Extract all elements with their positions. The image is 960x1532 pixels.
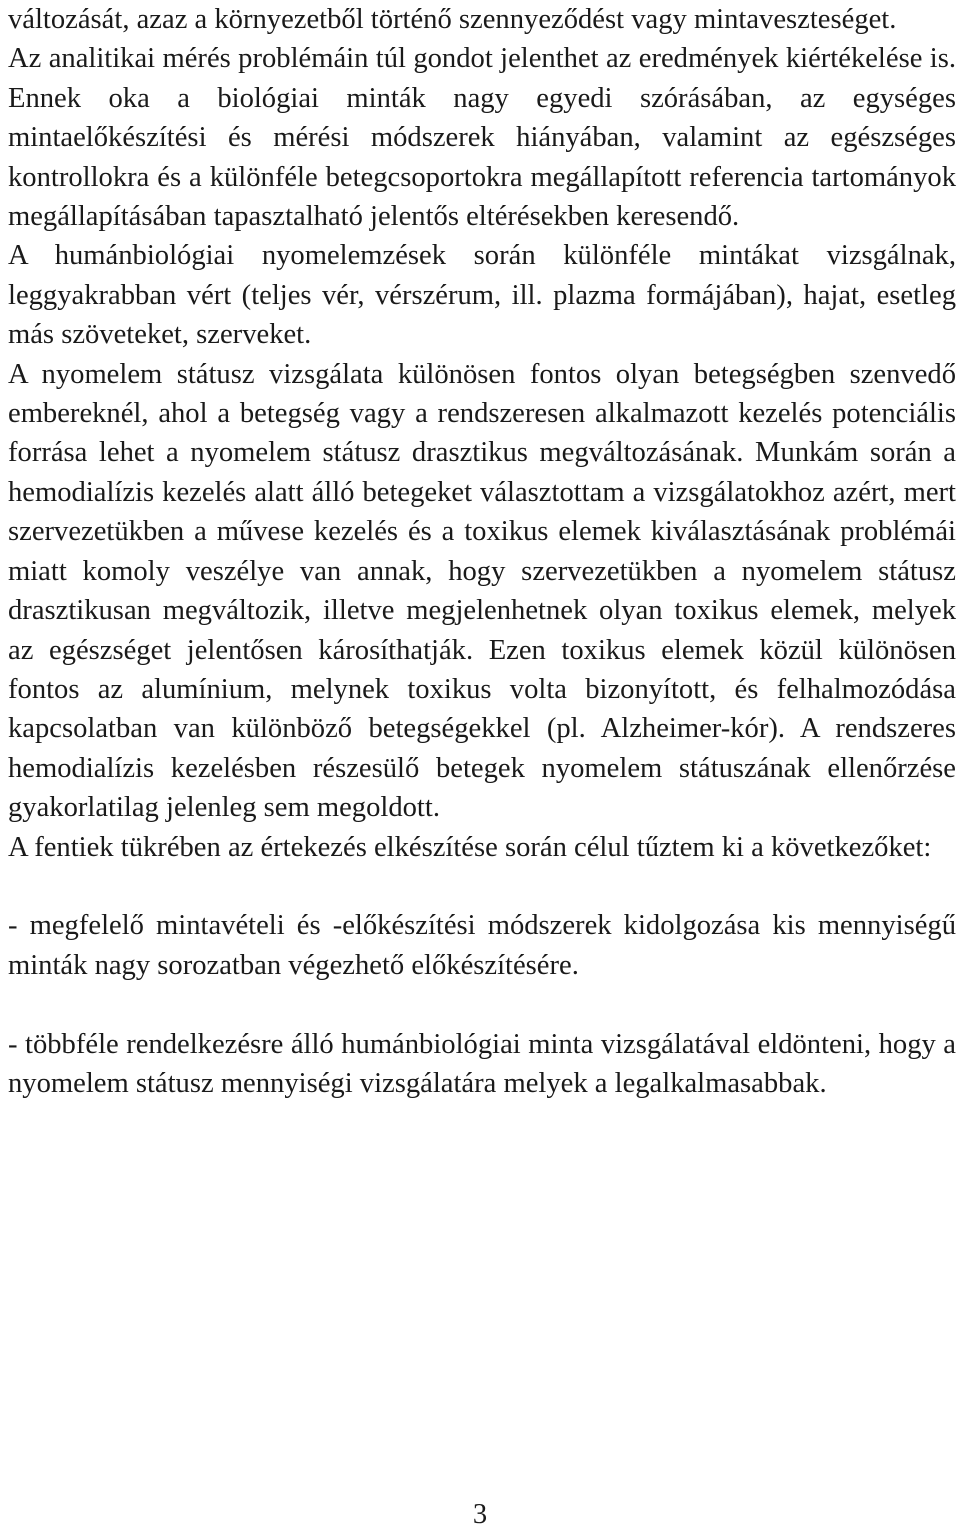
paragraph-goals-intro: A fentiek tükrében az értekezés elkészítése során célul tűztem ki a következőket: [8, 831, 932, 863]
list-item: - többféle rendelkezésre álló humánbiológiai minta vizsgálatával eldönteni, hogy a nyomelem státusz mennyiségi vizsgálatára melyek a legalkalmasabbak. [8, 1028, 956, 1099]
blank-line [8, 867, 956, 906]
paragraph-evaluation: Az analitikai mérés problémáin túl gondot jelenthet az eredmények kiértékelése is. Ennek oka a biológiai minták nagy egyedi szórásában, az egységes mintaelőkészítési és mérési módszerek hiányában, valamint az egészséges kontrollokra és a különféle betegcsoportokra megállapított referencia tartományok megállapításában tapasztalható jelentős eltérésekben keresendő. [8, 43, 956, 233]
paragraph-samples: A humánbiológiai nyomelemzések során különféle mintákat vizsgálnak, leggyakrabban vért (teljes vér, vérszérum, ill. plazma formájában), hajat, esetleg más szöveteket, szerveket. [8, 240, 956, 351]
list-item: - megfelelő mintavételi és -előkészítési módszerek kidolgozása kis mennyiségű minták nagy sorozatban végezhető előkészítésére. [8, 910, 956, 981]
document-page [8, 0, 956, 1103]
blank-line [8, 985, 956, 1024]
paragraph-trace-element-status: A nyomelem státusz vizsgálata különösen fontos olyan betegségben szenvedő embereknél, ahol a betegség vagy a rendszeresen alkalmazott kezelés potenciális forrása lehet a nyomelem státusz drasztikus megváltozásának. Munkám során a hemodialízis kezelés alatt álló betegeket választottam a vizsgálatokhoz azért, mert szervezetükben a művese kezelés és a toxikus elemek kiválasztásának problémái miatt komoly veszélye van annak, hogy szervezetükben a nyomelem státusz drasztikusan megváltozik, illetve megjelenhetnek olyan toxikus elemek, melyek az egészséget jelentősen károsíthatják. Ezen toxikus elemek közül különösen fontos az alumínium, melynek toxikus volta bizonyított, és felhalmozódása kapcsolatban van különböző betegségekkel (pl. Alzheimer-kór). A rendszeres hemodialízis kezelésben részesülő betegek nyomelem státuszának ellenőrzése gyakorlatilag jelenleg sem megoldott. [8, 358, 956, 824]
paragraph-continuation: változását, azaz a környezetből történő szennyeződést vagy mintaveszteséget. [8, 4, 897, 35]
page-number: 3 [472, 1499, 488, 1530]
